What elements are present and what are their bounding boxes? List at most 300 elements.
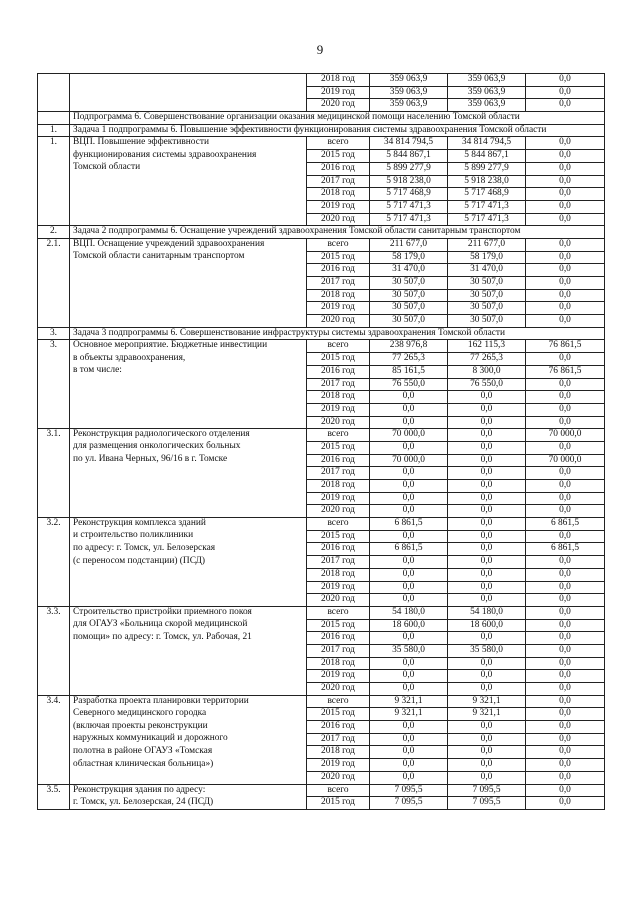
regional-budget-value: 31 470,0 [448,264,526,277]
period-label: 2015 год [307,251,370,264]
total-value: 6 861,5 [370,543,448,556]
row-number [38,391,70,404]
total-value: 70 000,0 [370,454,448,467]
period-label: 2016 год [307,365,370,378]
total-value: 0,0 [370,670,448,683]
row-description: по ул. Ивана Черных, 96/16 в г. Томске [70,454,307,467]
row-description [70,467,307,480]
row-description: наружных коммуникаций и дорожного [70,733,307,746]
row-description: по адресу: г. Томск, ул. Белозерская [70,543,307,556]
federal-budget-value: 0,0 [526,632,605,645]
period-label: всего [307,238,370,251]
federal-budget-value: 0,0 [526,264,605,277]
row-description [70,277,307,290]
row-description: в объекты здравоохранения, [70,353,307,366]
table-row [38,213,605,226]
budget-table [37,73,605,810]
table-row [38,378,605,391]
table-row [38,429,605,442]
total-value: 0,0 [370,594,448,607]
total-value: 0,0 [370,733,448,746]
row-description [70,302,307,315]
total-value: 359 063,9 [370,74,448,87]
row-description [70,378,307,391]
row-number [38,771,70,784]
regional-budget-value: 5 717 471,3 [448,200,526,213]
total-value: 30 507,0 [370,289,448,302]
federal-budget-value: 0,0 [526,238,605,251]
total-value: 0,0 [370,759,448,772]
table-row [38,137,605,150]
regional-budget-value: 5 717 468,9 [448,188,526,201]
regional-budget-value: 30 507,0 [448,302,526,315]
federal-budget-value: 76 861,5 [526,365,605,378]
row-number [38,492,70,505]
row-description: в том числе: [70,365,307,378]
row-number [38,721,70,734]
regional-budget-value: 0,0 [448,416,526,429]
federal-budget-value: 0,0 [526,556,605,569]
row-number [38,315,70,328]
total-value: 9 321,1 [370,695,448,708]
federal-budget-value: 76 861,5 [526,340,605,353]
row-description: г. Томск, ул. Белозерская, 24 (ПСД) [70,797,307,810]
row-description [70,657,307,670]
table-row [38,251,605,264]
period-label: 2020 год [307,213,370,226]
table-row [38,797,605,810]
total-value: 7 095,5 [370,784,448,797]
table-row [38,277,605,290]
table-row [38,238,605,251]
period-label: 2019 год [307,302,370,315]
row-number [38,99,70,112]
table-row [38,289,605,302]
regional-budget-value: 7 095,5 [448,797,526,810]
period-label: 2015 год [307,708,370,721]
table-row [38,606,605,619]
regional-budget-value: 5 844 867,1 [448,150,526,163]
total-value: 0,0 [370,771,448,784]
total-value: 5 899 277,9 [370,162,448,175]
regional-budget-value: 58 179,0 [448,251,526,264]
total-value: 0,0 [370,403,448,416]
table-row [38,150,605,163]
regional-budget-value: 0,0 [448,454,526,467]
federal-budget-value: 0,0 [526,657,605,670]
federal-budget-value: 0,0 [526,733,605,746]
period-label: 2019 год [307,759,370,772]
section-title: Задача 1 подпрограммы 6. Повышение эффективности функционирования системы здравоохранения Томской области [70,124,605,137]
period-label: 2015 год [307,441,370,454]
total-value: 30 507,0 [370,277,448,290]
regional-budget-value: 30 507,0 [448,289,526,302]
period-label: всего [307,340,370,353]
row-number [38,746,70,759]
row-description: Томской области санитарным транспортом [70,251,307,264]
regional-budget-value: 211 677,0 [448,238,526,251]
row-number: 3. [38,340,70,353]
row-number [38,213,70,226]
page-number: 9 [316,42,324,57]
regional-budget-value: 0,0 [448,733,526,746]
table-row [38,86,605,99]
period-label: 2017 год [307,556,370,569]
table-row [38,556,605,569]
row-number: 3.4. [38,695,70,708]
period-label: 2016 год [307,721,370,734]
table-row [38,695,605,708]
period-label: 2017 год [307,175,370,188]
row-number [38,264,70,277]
federal-budget-value: 0,0 [526,86,605,99]
row-number: 3.3. [38,606,70,619]
total-value: 5 717 468,9 [370,188,448,201]
table-row [38,683,605,696]
total-value: 6 861,5 [370,518,448,531]
federal-budget-value: 0,0 [526,759,605,772]
table-row [38,74,605,87]
regional-budget-value: 18 600,0 [448,619,526,632]
period-label: 2020 год [307,683,370,696]
period-label: 2020 год [307,315,370,328]
total-value: 5 717 471,3 [370,213,448,226]
total-value: 70 000,0 [370,429,448,442]
table-row [38,403,605,416]
federal-budget-value: 0,0 [526,581,605,594]
table-row [38,543,605,556]
row-description [70,670,307,683]
regional-budget-value: 9 321,1 [448,695,526,708]
total-value: 0,0 [370,492,448,505]
row-number [38,112,70,125]
table-row [38,657,605,670]
federal-budget-value: 0,0 [526,644,605,657]
regional-budget-value: 0,0 [448,467,526,480]
table-row [38,353,605,366]
federal-budget-value: 0,0 [526,200,605,213]
period-label: 2015 год [307,150,370,163]
federal-budget-value: 0,0 [526,746,605,759]
row-description [70,403,307,416]
regional-budget-value: 0,0 [448,632,526,645]
period-label: 2020 год [307,505,370,518]
federal-budget-value: 0,0 [526,530,605,543]
regional-budget-value: 0,0 [448,505,526,518]
federal-budget-value: 0,0 [526,251,605,264]
period-label: 2017 год [307,378,370,391]
regional-budget-value: 0,0 [448,670,526,683]
row-description: Северного медицинского городка [70,708,307,721]
regional-budget-value: 0,0 [448,771,526,784]
period-label: 2015 год [307,353,370,366]
row-number [38,289,70,302]
row-description: полотна в районе ОГАУЗ «Томская [70,746,307,759]
regional-budget-value: 0,0 [448,568,526,581]
table-row [38,568,605,581]
row-description [70,315,307,328]
period-label: 2017 год [307,733,370,746]
total-value: 0,0 [370,568,448,581]
total-value: 7 095,5 [370,797,448,810]
table-row [38,99,605,112]
row-description: для размещения онкологических больных [70,441,307,454]
federal-budget-value: 0,0 [526,162,605,175]
table-row [38,644,605,657]
total-value: 5 918 238,0 [370,175,448,188]
row-number: 1. [38,137,70,150]
total-value: 76 550,0 [370,378,448,391]
total-value: 0,0 [370,683,448,696]
row-number [38,365,70,378]
regional-budget-value: 76 550,0 [448,378,526,391]
row-number [38,594,70,607]
regional-budget-value: 0,0 [448,403,526,416]
period-label: 2019 год [307,581,370,594]
row-number: 1. [38,124,70,137]
period-label: всего [307,695,370,708]
regional-budget-value: 35 580,0 [448,644,526,657]
total-value: 0,0 [370,416,448,429]
period-label: 2017 год [307,277,370,290]
period-label: 2020 год [307,99,370,112]
table-row [38,340,605,353]
row-number: 2.1. [38,238,70,251]
table-row [38,441,605,454]
row-number [38,378,70,391]
federal-budget-value: 0,0 [526,416,605,429]
row-description: ВЦП. Оснащение учреждений здравоохранения [70,238,307,251]
row-description [70,99,307,112]
period-label: 2018 год [307,480,370,493]
table-row [38,416,605,429]
row-description [70,86,307,99]
table-row [38,733,605,746]
row-number [38,74,70,87]
table-row [38,708,605,721]
section-row [38,112,605,125]
row-number [38,162,70,175]
period-label: 2020 год [307,594,370,607]
federal-budget-value: 0,0 [526,467,605,480]
table-row [38,632,605,645]
row-number [38,708,70,721]
row-number: 3. [38,327,70,340]
period-label: 2015 год [307,619,370,632]
federal-budget-value: 0,0 [526,784,605,797]
regional-budget-value: 0,0 [448,518,526,531]
table-row [38,746,605,759]
federal-budget-value: 0,0 [526,505,605,518]
row-description: Основное мероприятие. Бюджетные инвестиции [70,340,307,353]
regional-budget-value: 0,0 [448,391,526,404]
row-number [38,632,70,645]
table-row [38,784,605,797]
total-value: 85 161,5 [370,365,448,378]
regional-budget-value: 0,0 [448,441,526,454]
federal-budget-value: 0,0 [526,403,605,416]
section-row [38,327,605,340]
period-label: всего [307,518,370,531]
federal-budget-value: 0,0 [526,99,605,112]
row-number [38,644,70,657]
regional-budget-value: 5 918 238,0 [448,175,526,188]
total-value: 30 507,0 [370,302,448,315]
row-number [38,480,70,493]
period-label: 2019 год [307,492,370,505]
total-value: 0,0 [370,441,448,454]
regional-budget-value: 54 180,0 [448,606,526,619]
regional-budget-value: 8 300,0 [448,365,526,378]
row-number [38,568,70,581]
table-row [38,391,605,404]
total-value: 31 470,0 [370,264,448,277]
total-value: 0,0 [370,746,448,759]
row-number [38,670,70,683]
table-row [38,721,605,734]
regional-budget-value: 0,0 [448,530,526,543]
row-number [38,556,70,569]
period-label: 2016 год [307,543,370,556]
regional-budget-value: 77 265,3 [448,353,526,366]
period-label: всего [307,784,370,797]
federal-budget-value: 0,0 [526,568,605,581]
regional-budget-value: 0,0 [448,492,526,505]
table-row [38,162,605,175]
period-label: 2017 год [307,644,370,657]
row-description: Реконструкция радиологического отделения [70,429,307,442]
table-row [38,188,605,201]
total-value: 0,0 [370,480,448,493]
row-number [38,759,70,772]
row-number [38,657,70,670]
federal-budget-value: 0,0 [526,721,605,734]
row-number [38,797,70,810]
total-value: 58 179,0 [370,251,448,264]
total-value: 34 814 794,5 [370,137,448,150]
table-row [38,175,605,188]
federal-budget-value: 70 000,0 [526,454,605,467]
row-description: Строительство пристройки приемного покоя [70,606,307,619]
row-number: 3.2. [38,518,70,531]
period-label: 2018 год [307,289,370,302]
row-number [38,530,70,543]
regional-budget-value: 0,0 [448,683,526,696]
period-label: 2018 год [307,746,370,759]
period-label: всего [307,137,370,150]
total-value: 211 677,0 [370,238,448,251]
total-value: 0,0 [370,556,448,569]
row-description [70,771,307,784]
federal-budget-value: 0,0 [526,175,605,188]
regional-budget-value: 0,0 [448,721,526,734]
total-value: 18 600,0 [370,619,448,632]
row-number [38,188,70,201]
row-description [70,264,307,277]
federal-budget-value: 0,0 [526,441,605,454]
federal-budget-value: 0,0 [526,670,605,683]
row-number [38,454,70,467]
period-label: 2016 год [307,454,370,467]
period-label: 2019 год [307,86,370,99]
table-row [38,302,605,315]
table-row [38,530,605,543]
federal-budget-value: 0,0 [526,150,605,163]
total-value: 9 321,1 [370,708,448,721]
row-description [70,568,307,581]
row-description [70,391,307,404]
row-number [38,403,70,416]
table-row [38,505,605,518]
table-row [38,200,605,213]
regional-budget-value: 34 814 794,5 [448,137,526,150]
row-description: (включая проекты реконструкции [70,721,307,734]
regional-budget-value: 0,0 [448,581,526,594]
regional-budget-value: 359 063,9 [448,86,526,99]
federal-budget-value: 0,0 [526,492,605,505]
regional-budget-value: 9 321,1 [448,708,526,721]
period-label: 2019 год [307,403,370,416]
period-label: 2016 год [307,264,370,277]
section-row [38,124,605,137]
regional-budget-value: 162 115,3 [448,340,526,353]
row-description: Реконструкция здания по адресу: [70,784,307,797]
federal-budget-value: 0,0 [526,771,605,784]
total-value: 0,0 [370,657,448,670]
section-title: Задача 2 подпрограммы 6. Оснащение учреждений здравоохранения Томской области санитарным транспортом [70,226,605,239]
table-row [38,492,605,505]
row-number: 3.1. [38,429,70,442]
row-description: для ОГАУЗ «Больница скорой медицинской [70,619,307,632]
total-value: 0,0 [370,581,448,594]
regional-budget-value: 30 507,0 [448,315,526,328]
regional-budget-value: 0,0 [448,657,526,670]
table-row [38,454,605,467]
period-label: 2016 год [307,632,370,645]
federal-budget-value: 0,0 [526,302,605,315]
period-label: 2018 год [307,188,370,201]
federal-budget-value: 0,0 [526,683,605,696]
row-number [38,175,70,188]
total-value: 30 507,0 [370,315,448,328]
regional-budget-value: 0,0 [448,746,526,759]
row-number [38,353,70,366]
row-description: Разработка проекта планировки территории [70,695,307,708]
federal-budget-value: 0,0 [526,797,605,810]
row-description [70,175,307,188]
row-number [38,467,70,480]
period-label: всего [307,429,370,442]
row-description [70,683,307,696]
row-number [38,277,70,290]
row-description [70,505,307,518]
row-description: Томской области [70,162,307,175]
row-number [38,416,70,429]
total-value: 0,0 [370,505,448,518]
total-value: 238 976,8 [370,340,448,353]
regional-budget-value: 7 095,5 [448,784,526,797]
federal-budget-value: 6 861,5 [526,518,605,531]
row-number [38,251,70,264]
total-value: 5 844 867,1 [370,150,448,163]
row-number [38,581,70,594]
table-row [38,315,605,328]
federal-budget-value: 0,0 [526,213,605,226]
row-description [70,289,307,302]
period-label: 2019 год [307,200,370,213]
row-description [70,492,307,505]
regional-budget-value: 0,0 [448,543,526,556]
